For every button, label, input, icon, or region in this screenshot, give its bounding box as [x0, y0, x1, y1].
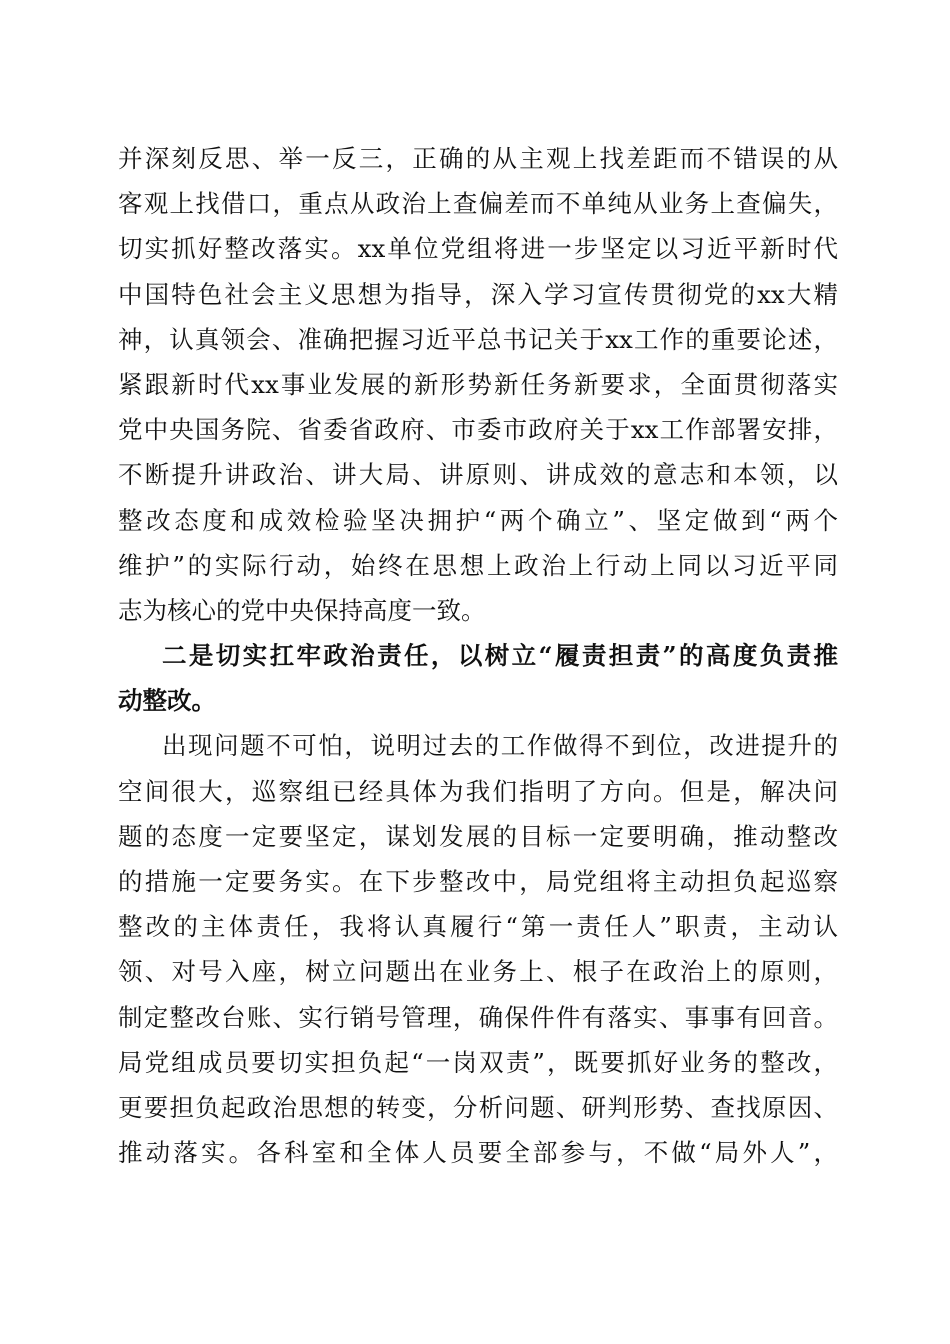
- text-line: 更要担负起政治思想的转变，分析问题、研判形势、查找原因、: [118, 1092, 838, 1122]
- text-line: 志为核心的党中央保持高度一致。: [118, 595, 486, 625]
- text-line: 的措施一定要务实。在下步整改中，局党组将主动担负起巡察: [118, 867, 838, 896]
- text-line: 整改态度和成效检验坚决拥护“两个确立”、坚定做到“两个: [118, 505, 838, 535]
- text-line: 空间很大，巡察组已经具体为我们指明了方向。但是，解决问: [118, 776, 838, 806]
- text-line: 切实抓好整改落实。xx单位党组将进一步坚定以习近平新时代: [118, 234, 838, 264]
- text-line: 中国特色社会主义思想为指导，深入学习宣传贯彻党的xx大精: [118, 279, 838, 309]
- section-heading-line: 动整改。: [118, 686, 216, 716]
- text-line: 不断提升讲政治、讲大局、讲原则、讲成效的意志和本领，以: [118, 460, 838, 490]
- text-line: 神，认真领会、准确把握习近平总书记关于xx工作的重要论述，: [118, 324, 838, 354]
- text-line: 领、对号入座，树立问题出在业务上、根子在政治上的原则，: [118, 957, 838, 987]
- text-line: 题的态度一定要坚定，谋划发展的目标一定要明确，推动整改: [118, 821, 838, 851]
- text-line: 局党组成员要切实担负起“一岗双责”，既要抓好业务的整改，: [118, 1047, 838, 1077]
- text-line: 紧跟新时代xx事业发展的新形势新任务新要求，全面贯彻落实: [118, 369, 838, 399]
- text-line: 推动落实。各科室和全体人员要全部参与，不做“局外人”，: [118, 1138, 838, 1168]
- body-text: [118, 136, 838, 1175]
- text-line: 客观上找借口，重点从政治上查偏差而不单纯从业务上查偏失，: [118, 189, 838, 219]
- text-line: 并深刻反思、举一反三，正确的从主观上找差距而不错误的从: [118, 144, 838, 173]
- section-heading-line: 二是切实扛牢政治责任，以树立“履责担责”的高度负责推: [162, 641, 838, 671]
- text-line: 党中央国务院、省委省政府、市委市政府关于xx工作部署安排，: [118, 415, 838, 445]
- text-line: 出现问题不可怕，说明过去的工作做得不到位，改进提升的: [162, 731, 838, 761]
- text-line: 整改的主体责任，我将认真履行“第一责任人”职责，主动认: [118, 912, 838, 942]
- text-line: 维护”的实际行动，始终在思想上政治上行动上同以习近平同: [118, 550, 838, 580]
- text-line: 制定整改台账、实行销号管理，确保件件有落实、事事有回音。: [118, 1002, 838, 1032]
